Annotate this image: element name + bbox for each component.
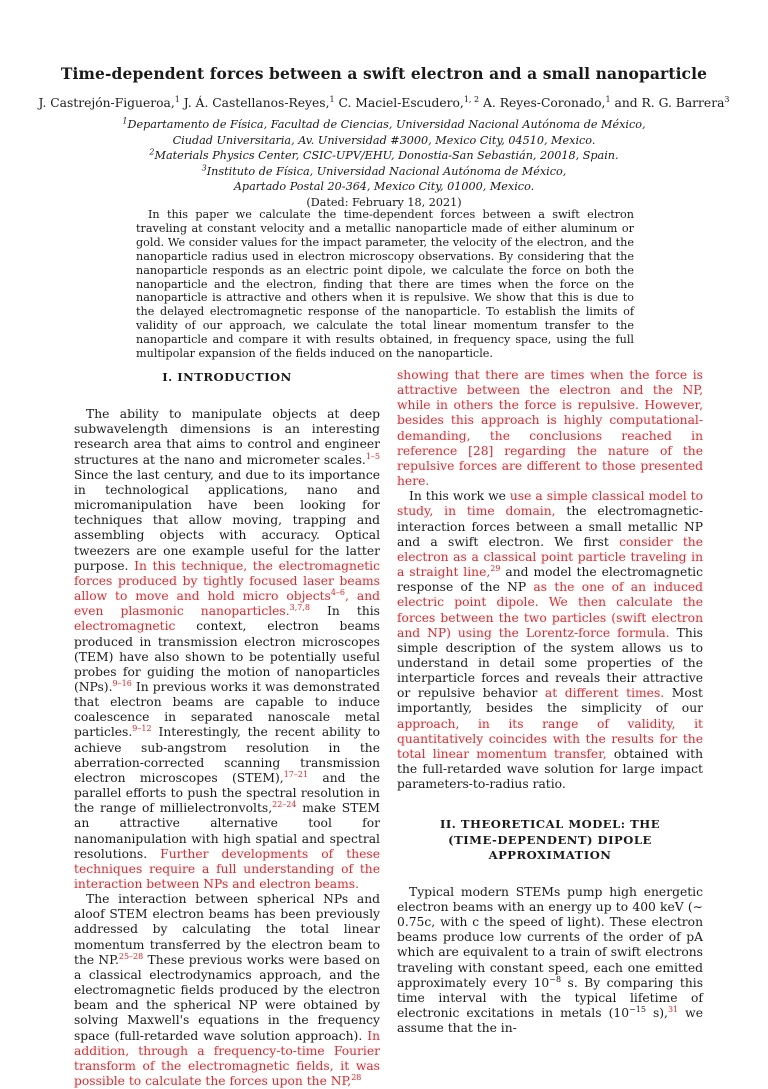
exponent: −15 (629, 1005, 646, 1014)
citation: 3,7,8 (289, 603, 310, 613)
text-run: Since the last century, and due to its importance in technological applications, nano and micromanipulation have been looking for techniques that allow moving, trapping and assembling objects with accuracy. Optical tweezers are one example useful for the latter purpose. (74, 467, 380, 573)
date-line: (Dated: February 18, 2021) (306, 195, 462, 209)
affiliation-marker: 1 (174, 94, 180, 104)
section-heading-line: II. THEORETICAL MODEL: THE (439, 817, 661, 832)
affiliation-marker: 3 (724, 94, 730, 104)
citation: 25–28 (118, 951, 144, 961)
section-heading: I. INTRODUCTION (162, 370, 292, 384)
highlighted-text: electromagnetic (74, 619, 176, 634)
highlighted-text: use a simple classical model to study, in time domain, (397, 489, 703, 519)
text-run: In this work we (409, 489, 510, 504)
author: and R. G. Barrera (610, 96, 725, 110)
citation: 1–5 (365, 451, 380, 461)
highlighted-text: In this technique, the electromagnetic forces produced by tightly focused laser beams allow to move and hold micro objects (74, 558, 380, 604)
citation: 22–24 (272, 800, 297, 810)
highlighted-text: approach, in its range of validity, it quantitatively coincides with the results for the total linear momentum transfer, (397, 716, 703, 761)
paragraph (397, 489, 703, 792)
citation: 17–21 (283, 769, 309, 779)
text-run: s), (645, 1006, 668, 1021)
affiliation-marker: 3 (201, 163, 207, 173)
text-run: we assume that the in- (397, 1006, 703, 1036)
affiliation-text: Instituto de Física, Universidad Nacional Autónoma de México, (206, 164, 567, 178)
affiliation-text: Departamento de Física, Facultad de Ciencias, Universidad Nacional Autónoma de México, (127, 118, 646, 131)
text-run: make STEM an attractive alternative tool for nanomanipulation with high spatial and spectral resolutions. (74, 801, 380, 861)
text-run: Interestingly, the recent ability to achieve sub-angstrom resolution in the aberration-corrected scanning transmission electron microscopes (STEM), (74, 725, 380, 785)
affiliation-line (40, 164, 728, 180)
citation: 4–6 (330, 587, 346, 597)
text-run: In previous works it was demonstrated that electron beams are capable to induce coalescence in separated nanoscale metal particles. (74, 679, 380, 740)
text-run: Most importantly, besides the simplicity of our (397, 686, 704, 716)
author: J. Á. Castellanos-Reyes, (179, 96, 330, 110)
text-run: This simple description of the system allows us to understand in detail some properties of the interparticle forces and reveals their attractive or repulsive behavior (397, 625, 703, 701)
text-run: obtained with the full-retarded wave solution for large impact parameters-to-radius ratio. (397, 746, 704, 792)
paper-title: Time-dependent forces between a swift electron and a small nanoparticle (60, 64, 708, 83)
text-run: In this (310, 604, 380, 619)
right-column (397, 368, 703, 1036)
citation: 29 (490, 563, 501, 573)
text-run: These previous works were based on a classical electrodynamics approach, and the electromagnetic fields produced by the electron beam and the spherical NP were obtained by solving Maxwell's equations in the frequency space (full-retarded wave solution approach). (74, 952, 380, 1043)
citation: 28 (351, 1072, 362, 1082)
section-heading-line: APPROXIMATION (488, 847, 612, 862)
citation: 9–16 (112, 678, 132, 688)
affiliation-marker: 1, 2 (463, 94, 480, 104)
text-run: context, electron beams produced in transmission electron microscopes (TEM) have also shown to be potentially useful probes for guiding the motion of nanoparticles (NPs). (74, 619, 380, 694)
author-list (20, 96, 748, 110)
author: A. Reyes-Coronado, (479, 96, 606, 110)
affiliation-text: Materials Physics Center, CSIC-UPV/EHU, Donostia-San Sebastián, 20018, Spain. (154, 149, 619, 163)
author: C. Maciel-Escudero, (334, 96, 464, 110)
text-run: the electromagnetic-interaction forces between a small metallic NP and a swift electron. We first (397, 504, 704, 549)
section-heading (397, 817, 703, 862)
paragraph (74, 892, 380, 1089)
highlighted-text: Further developments of these techniques require a full understanding of the interaction between NPs and electron beams. (74, 846, 380, 891)
affiliations (40, 117, 728, 211)
affiliation-line: Ciudad Universitaria, Av. Universidad #3000, Mexico City, 04510, Mexico. (172, 133, 596, 147)
highlighted-text: , and even plasmonic nanoparticles. (74, 589, 380, 619)
section-heading-line: (TIME-DEPENDENT) DIPOLE (448, 832, 652, 847)
highlighted-text: at different times. (544, 686, 665, 701)
highlighted-text: as the one of an induced electric point dipole. We then calculate the forces between the two particles (swift electron and NP) using the Lorentz-force formula. (397, 580, 703, 640)
text-run: s. By comparing this time interval with the typical lifetime of electronic excitations in metals (10 (397, 975, 704, 1021)
author: J. Castrejón-Figueroa, (38, 96, 175, 110)
affiliation-marker: 1 (122, 116, 128, 126)
exponent: −8 (549, 974, 562, 984)
paragraph (397, 885, 703, 1037)
paragraph-continued (397, 368, 703, 489)
text-run: and the parallel efforts to push the spectral resolution in the range of millielectronvolts, (74, 770, 380, 816)
highlighted-text: showing that there are times when the force is attractive between the electron and the NP, while in others the force is repulsive. However, besides this approach is highly computational-demanding, the conclusions reached in reference [28] regarding the nature of the repulsive forces are different to those presented here. (397, 368, 703, 489)
affiliation-line: Apartado Postal 20-364, Mexico City, 01000, Mexico. (233, 180, 535, 194)
text-run: The ability to manipulate objects at deep subwavelength dimensions is an interesting research area that aims to control and engineer structures at the nano and micrometer scales. (74, 407, 380, 467)
affiliation-line (40, 117, 728, 133)
text-run: The interaction between spherical NPs and aloof STEM electron beams has been previously addressed by calculating the total linear momentum transferred by the electron beam to the NP. (74, 892, 380, 967)
abstract: In this paper we calculate the time-dependent forces between a swift electron traveling at constant velocity and a metallic nanoparticle made of either aluminum or gold. We consider values for the impact parameter, the velocity of the electron, and the nanoparticle radius used in electron microscopy observations. By considering that the nanoparticle responds as an electric point dipole, we calculate the force on both the nanoparticle and the electron, finding that there are times when the force on the nanoparticle is attractive and others when it is repulsive. We show that this is due to the delayed electromagnetic response of the nanoparticle. To establish the limits of validity of our approach, we calculate the total linear momentum transfer to the nanoparticle and compare it with results obtained, in frequency space, using the full multipolar expansion of the fields induced on the nanoparticle. (136, 208, 634, 361)
text-run: Typical modern STEMs pump high energetic electron beams with an energy up to 400 keV (∼ 0.75c, with c the speed of light). These electron beams produce low currents of the order of pA which are equivalent to a train of swift electrons traveling with constant speed, each one emitted approximately every 10 (397, 884, 703, 990)
text-run: and model the electromagnetic response of the NP (397, 565, 703, 595)
citation: 9–12 (132, 724, 152, 734)
paragraph (74, 407, 380, 892)
affiliation-marker: 1 (329, 94, 335, 104)
affiliation-marker: 1 (605, 94, 611, 104)
highlighted-text: In addition, through a frequency-to-time Fourier transform of the electromagnetic fields, it was possible to calculate the forces upon the NP, (74, 1028, 380, 1089)
affiliation-line (40, 148, 728, 164)
citation: 31 (667, 1005, 679, 1014)
highlighted-text: consider the electron as a classical point particle traveling in a straight line, (397, 534, 703, 580)
left-column (74, 368, 380, 1089)
affiliation-marker: 2 (149, 147, 155, 157)
